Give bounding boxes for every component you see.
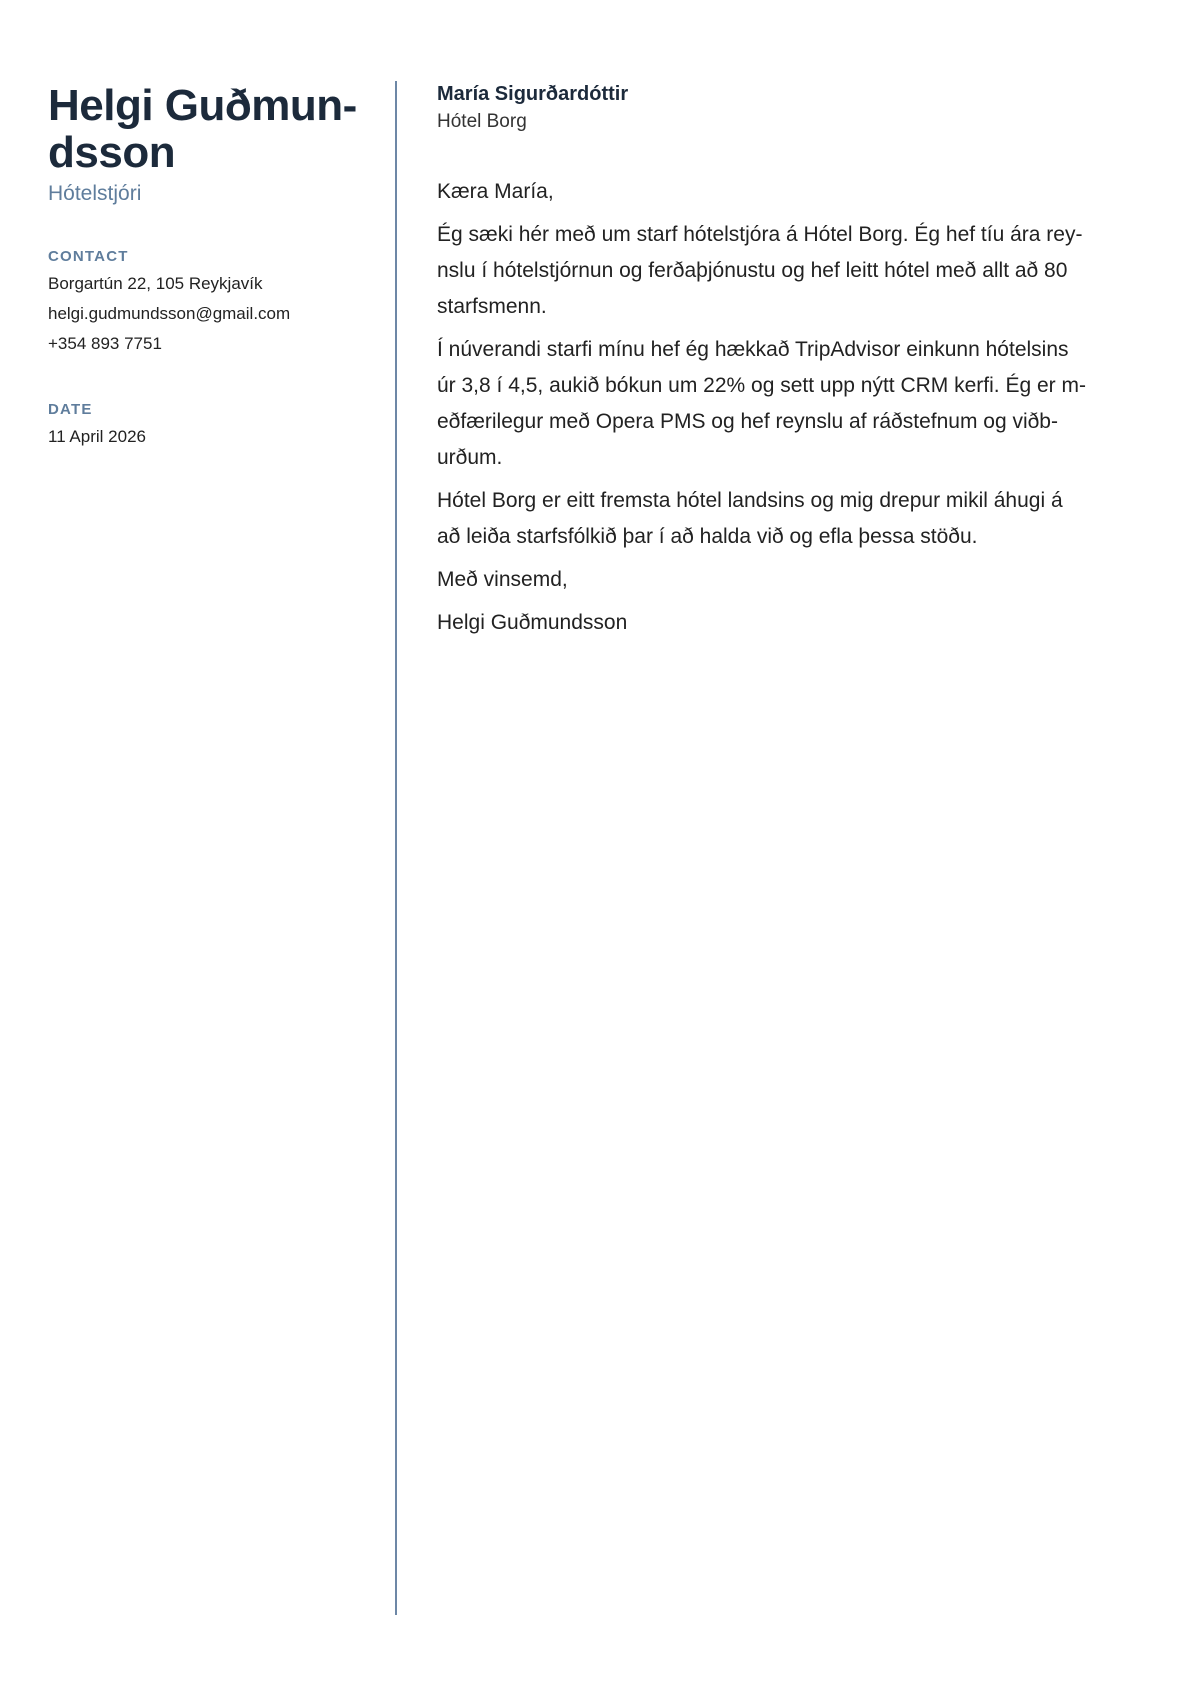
phone: +354 893 7751 bbox=[48, 334, 162, 353]
recipient-name: María Sigurðardóttir bbox=[437, 83, 629, 105]
paragraph-line: nslu í hótelstjórnun og ferðaþjónustu og hef leitt hótel með allt að 80 bbox=[437, 259, 1068, 282]
paragraph bbox=[437, 483, 1157, 555]
paragraph-line: eðfærilegur með Opera PMS og hef reynslu af ráðstefnum og viðb- bbox=[437, 410, 1058, 433]
paragraph-line: Ég sæki hér með um starf hótelstjóra á Hótel Borg. Ég hef tíu ára rey- bbox=[437, 223, 1083, 246]
sender-title: Hótelstjóri bbox=[48, 182, 142, 205]
paragraph bbox=[437, 217, 1157, 325]
recipient-organization: Hótel Borg bbox=[437, 111, 527, 132]
sender-name bbox=[48, 82, 368, 176]
paragraph-line: urðum. bbox=[437, 446, 503, 469]
paragraph-line: að leiða starfsfólkið þar í að halda við og efla þessa stöðu. bbox=[437, 525, 978, 548]
sender-column bbox=[48, 82, 368, 452]
address: Borgartún 22, 105 Reykjavík bbox=[48, 274, 263, 293]
contact-info bbox=[48, 269, 368, 359]
paragraph bbox=[437, 332, 1157, 476]
contact-label: CONTACT bbox=[48, 248, 129, 265]
date-label: DATE bbox=[48, 401, 93, 418]
email: helgi.gudmundsson@gmail.com bbox=[48, 304, 291, 323]
greeting: Kæra María, bbox=[437, 180, 554, 203]
date: 11 April 2026 bbox=[48, 427, 146, 446]
sender-name-line: Helgi Guðmun- bbox=[48, 81, 357, 130]
paragraph-line: úr 3,8 í 4,5, aukið bókun um 22% og sett upp nýtt CRM kerfi. Ég er m- bbox=[437, 374, 1086, 397]
sender-name-line: dsson bbox=[48, 128, 176, 177]
paragraph-line: Hótel Borg er eitt fremsta hótel landsins og mig drepur mikil áhugi á bbox=[437, 489, 1063, 512]
signature: Helgi Guðmundsson bbox=[437, 611, 628, 634]
column-divider bbox=[395, 81, 397, 1615]
letter-body bbox=[437, 174, 1157, 641]
closing: Með vinsemd, bbox=[437, 568, 568, 591]
paragraph-line: Í núverandi starfi mínu hef ég hækkað TripAdvisor einkunn hótelsins bbox=[437, 338, 1069, 361]
paragraph-line: starfsmenn. bbox=[437, 295, 547, 318]
letter-column bbox=[437, 80, 1157, 648]
